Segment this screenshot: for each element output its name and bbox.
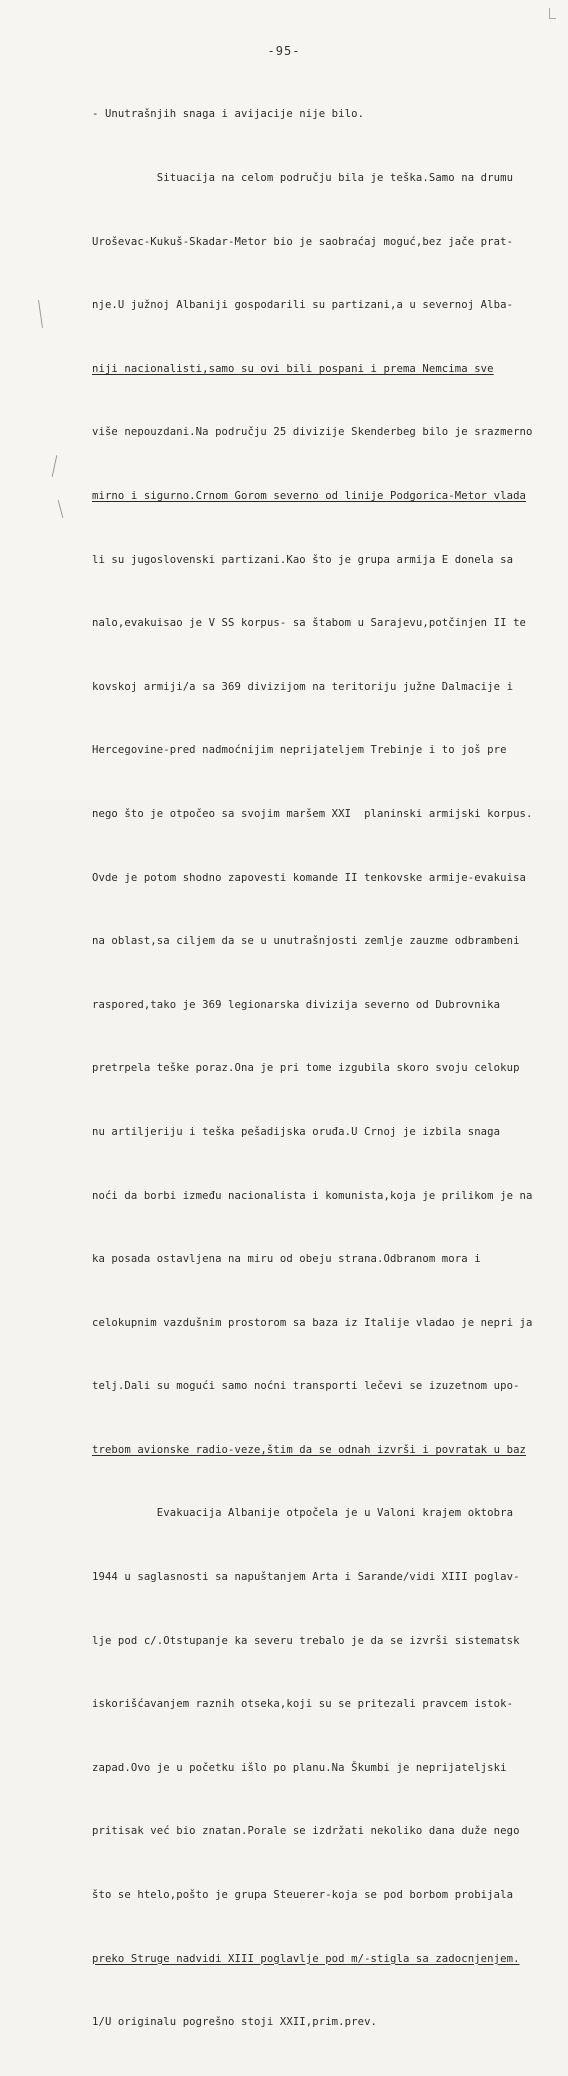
text-line: ka posada ostavljena na miru od obeju strana.Odbranom mora i — [92, 1253, 481, 1266]
text-line: na oblast,sa ciljem da se u unutrašnjosti zemlje zauzme odbrambeni — [92, 935, 520, 948]
text-line: iskorišćavanjem raznih otseka,koji su se pritezali pravcem istok- — [92, 1698, 514, 1711]
text-line: 1944 u saglasnosti sa napuštanjem Arta i Sarande/vidi XIII poglav- — [92, 1571, 520, 1584]
corner-tick-mark — [549, 8, 556, 19]
text-line-underlined: niji nacionalisti,samo su ovi bili pospani i prema Nemcima sve — [92, 362, 494, 375]
page-number: -95- — [267, 44, 301, 58]
text-line: nje.U južnoj Albaniji gospodarili su partizani,a u severnoj Alba- — [92, 299, 514, 312]
text-line: celokupnim vazdušnim prostorom sa baza iz Italije vladao je nepri ja — [92, 1316, 533, 1329]
typed-body-text — [92, 62, 548, 2076]
margin-pencil-mark — [58, 500, 64, 518]
text-line: zapad.Ovo je u početku išlo po planu.Na Škumbi je neprijateljski — [92, 1761, 507, 1774]
footnote: 1/U originalu pogrešno stoji XXII,prim.prev. — [92, 2016, 378, 2029]
text-line: raspored,tako je 369 legionarska divizija severno od Dubrovnika — [92, 998, 501, 1011]
text-line: - Unutrašnjih snaga i avijacije nije bilo. — [92, 108, 365, 121]
text-line-underlined: mirno i sigurno.Crnom Gorom severno od linije Podgorica-Metor vlada — [92, 489, 527, 502]
text-line-underlined: preko Struge nadvidi XIII poglavlje pod m/-stigla sa zadocnjenjem. — [92, 1952, 520, 1965]
text-line: lje pod c/.Otstupanje ka severu trebalo je da se izvrši sistematsk — [92, 1634, 520, 1647]
text-line: Evakuacija Albanije otpočela je u Valoni krajem oktobra — [92, 1507, 514, 1520]
text-line: pritisak već bio znatan.Porale se izdržati nekoliko dana duže nego — [92, 1825, 520, 1838]
text-line: što se htelo,pošto je grupa Steuerer-koja se pod borbom probijala — [92, 1889, 514, 1902]
text-line: nu artiljeriju i teška pešadijska oruđa.U Crnoj je izbila snaga — [92, 1125, 501, 1138]
text-line: telj.Dali su mogući samo noćni transporti lečevi se izuzetnom upo- — [92, 1380, 520, 1393]
text-line: noći da borbi između nacionalista i komunista,koja je prilikom je na — [92, 1189, 533, 1202]
text-line: Uroševac-Kukuš-Skadar-Metor bio je saobraćaj moguć,bez jače prat- — [92, 235, 514, 248]
text-line: kovskoj armiji/a sa 369 divizijom na teritoriju južne Dalmacije i — [92, 680, 514, 693]
text-line: nego što je otpočeo sa svojim maršem XXI planinski armijski korpus. — [92, 807, 533, 820]
text-line-underlined: trebom avionske radio-veze,štim da se odnah izvrši i povratak u baz — [92, 1443, 527, 1456]
text-line: Hercegovine-pred nadmoćnijim neprijateljem Trebinje i to još pre — [92, 744, 507, 757]
text-line: Ovde je potom shodno zapovesti komande II tenkovske armije-evakuisa — [92, 871, 527, 884]
text-line: Situacija na celom području bila je teška.Samo na drumu — [92, 172, 514, 184]
text-line: nalo,evakuisao je V SS korpus- sa štabom u Sarajevu,potčinjen II te — [92, 617, 527, 630]
text-line: pretrpela teške poraz.Ona je pri tome izgubila skoro svoju celokup — [92, 1062, 520, 1075]
margin-pencil-mark — [38, 300, 43, 328]
text-line: više nepouzdani.Na području 25 divizije Skenderbeg bilo je srazmerno — [92, 426, 533, 439]
margin-pencil-mark — [52, 455, 58, 477]
text-line: li su jugoslovenski partizani.Kao što je grupa armija E donela sa — [92, 553, 514, 566]
